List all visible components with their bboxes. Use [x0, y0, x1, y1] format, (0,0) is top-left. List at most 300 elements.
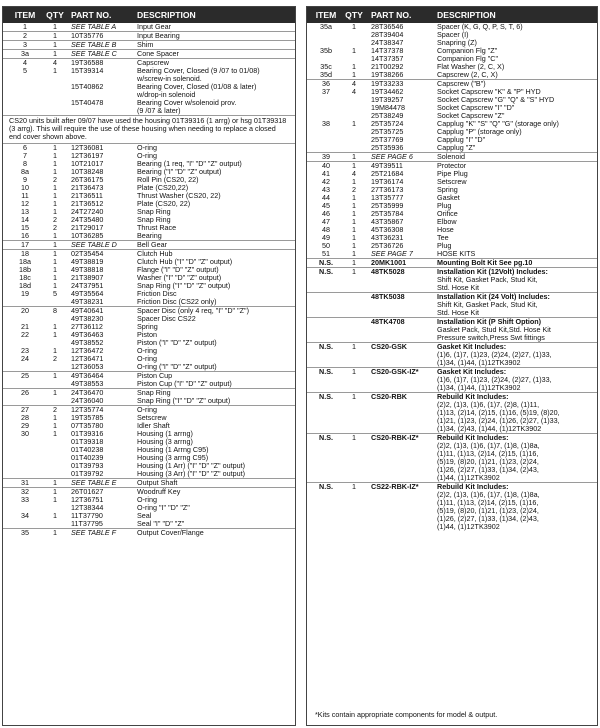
item-cell: N.S.	[319, 367, 333, 376]
footnote: *Kits contain appropriate components for model & output.	[315, 710, 498, 719]
description-cell: Socket Capscrew "K" & "P" HYD	[437, 87, 541, 96]
part-no-cell: 49T38553	[71, 379, 104, 388]
item-cell: 35a	[320, 22, 332, 31]
description-cell: Housing (1 Arr) ("I" "D" "Z" output)	[137, 461, 245, 470]
part-no-cell: 49T35564	[71, 289, 104, 298]
qty-cell: 4	[53, 58, 57, 67]
qty-cell: 1	[53, 487, 57, 496]
description-cell: Seal "I" "D" "Z"	[137, 519, 185, 528]
table-row	[307, 523, 597, 531]
header-part-no: PART NO.	[71, 10, 112, 20]
header-description: DESCRIPTION	[437, 10, 496, 20]
description-cell: Installation Kit (12Volt) Includes:	[437, 267, 548, 276]
item-cell: N.S.	[319, 258, 333, 267]
qty-cell: 1	[53, 22, 57, 31]
table-row	[307, 71, 597, 79]
part-no-cell: 20MK1001	[371, 258, 407, 267]
part-no-cell: 49T39511	[371, 161, 403, 170]
description-cell: Gasket Kit Includes:	[437, 342, 507, 351]
part-no-cell: 49T38818	[71, 265, 104, 274]
description-cell: Woodruff Key	[137, 487, 181, 496]
part-no-cell: 48TK5028	[371, 267, 405, 276]
qty-cell: 1	[352, 249, 356, 258]
description-cell: Rebuild Kit Includes:	[437, 482, 509, 491]
qty-cell: 8	[53, 306, 57, 315]
description-cell: Orifice	[437, 209, 458, 218]
part-no-cell: 13T35777	[371, 193, 404, 202]
item-cell: 30	[21, 429, 29, 438]
item-cell: 43	[322, 185, 330, 194]
description-cell: O-ring	[137, 495, 157, 504]
part-no-cell: 12T35774	[71, 405, 104, 414]
qty-cell: 1	[352, 62, 356, 71]
table-row	[3, 232, 295, 240]
part-no-cell: 48TK5038	[371, 292, 405, 301]
part-no-cell: 25T35936	[371, 143, 404, 152]
part-no-cell: 19T33233	[371, 79, 404, 88]
table-row	[3, 478, 295, 487]
description-cell: Piston	[137, 330, 157, 339]
description-cell: Plug	[437, 241, 452, 250]
item-cell: 12	[21, 199, 29, 208]
description-cell: Spacer Disc (only 4 req, "I" "D" "Z")	[137, 306, 249, 315]
item-cell: 2	[23, 31, 27, 40]
item-cell: 35d	[320, 70, 332, 79]
part-no-cell: 14T37378	[371, 46, 404, 55]
description-cell: O-ring	[137, 346, 157, 355]
item-cell: 31	[21, 478, 29, 487]
qty-cell: 1	[352, 342, 356, 351]
description-cell: Std. Hose Kit	[437, 308, 479, 317]
description-cell: Pipe Plug	[437, 169, 468, 178]
description-cell: O-ring "I" "D" "Z"	[137, 503, 190, 512]
item-cell: 27	[21, 405, 29, 414]
table-row	[3, 40, 295, 49]
item-cell: 39	[322, 152, 330, 161]
description-cell: Output Cover/Flange	[137, 528, 204, 537]
qty-cell: 1	[352, 70, 356, 79]
item-cell: 44	[322, 193, 330, 202]
part-no-cell: CS20-GSK	[371, 342, 407, 351]
header-qty: QTY	[345, 10, 363, 20]
item-cell: 38	[322, 119, 330, 128]
qty-cell: 1	[53, 40, 57, 49]
description-cell: Snap Ring	[137, 388, 171, 397]
description-cell: Snap Ring	[137, 207, 171, 216]
qty-cell: 4	[352, 169, 356, 178]
item-cell: 14	[21, 215, 29, 224]
description-cell: (1)34, (1)44, (1)12TK3902	[437, 358, 521, 367]
item-cell: 1	[23, 22, 27, 31]
part-no-cell: 49T36463	[71, 330, 104, 339]
description-cell: O-ring	[137, 143, 157, 152]
description-cell: Bearing	[137, 231, 162, 240]
item-cell: 18	[21, 249, 29, 258]
part-no-cell: 24T37951	[71, 281, 104, 290]
qty-cell: 2	[53, 354, 57, 363]
part-no-cell: 28T36546	[371, 22, 404, 31]
housing-note: CS20 units built after 09/07 have used the housing 01T39316 (1 arrg) or hsg 01T39318 (3 arrg). This will require the use of these housing when needing to replace a closed end cover shown above.	[3, 115, 295, 143]
part-no-cell: 21T36473	[71, 183, 104, 192]
qty-cell: 1	[53, 199, 57, 208]
part-no-cell: 21T36512	[71, 199, 104, 208]
description-cell: Shim	[137, 40, 154, 49]
part-no-cell: 25T37769	[371, 135, 404, 144]
item-cell: 21	[21, 322, 29, 331]
description-cell: (1)13, (2)14, (2)15, (1)16, (5)19, (8)20,	[437, 408, 560, 417]
description-cell: Bearing Cover, Closed (9 /07 to 01/08)	[137, 66, 260, 75]
item-cell: 18d	[19, 281, 31, 290]
description-cell: Plug	[437, 201, 452, 210]
description-cell: Spacer Disc CS22	[137, 314, 196, 323]
part-no-cell: CS20-RBK	[371, 392, 407, 401]
part-no-cell: 25T35999	[371, 201, 404, 210]
item-cell: 3a	[21, 49, 29, 58]
qty-cell: 1	[53, 388, 57, 397]
item-cell: 51	[322, 249, 330, 258]
item-cell: 47	[322, 217, 330, 226]
part-no-cell: 21T00292	[371, 62, 404, 71]
description-cell: Piston ("I" "D" "Z" output)	[137, 338, 217, 347]
description-cell: Socket Capscrew "I" "D"	[437, 103, 515, 112]
description-cell: Flat Washer (2, C, X)	[437, 62, 505, 71]
part-no-cell: CS20-RBK-IZ*	[371, 433, 419, 442]
description-cell: Thrust Washer (CS20, 22)	[137, 191, 221, 200]
part-no-cell: 01T40238	[71, 445, 104, 454]
item-cell: 4	[23, 58, 27, 67]
part-no-cell: 10T21017	[71, 159, 104, 168]
qty-cell: 1	[53, 478, 57, 487]
description-cell: Idler Shaft	[137, 421, 170, 430]
qty-cell: 1	[352, 22, 356, 31]
part-no-cell: 24T35480	[71, 215, 104, 224]
part-no-cell: 19T38266	[371, 70, 404, 79]
table-row	[307, 226, 597, 234]
description-cell: Snap Ring ("I" "D" "Z" output)	[137, 281, 231, 290]
qty-cell: 1	[352, 267, 356, 276]
qty-cell: 1	[53, 257, 57, 266]
part-no-cell: 25T35724	[371, 119, 404, 128]
description-cell: Washer ("I" "D" "Z" output)	[137, 273, 222, 282]
table-row	[307, 250, 597, 258]
part-no-cell: 01T40239	[71, 453, 104, 462]
qty-cell: 1	[352, 161, 356, 170]
qty-cell: 1	[53, 273, 57, 282]
description-cell: Clutch Hub ("I" "D" "Z" output)	[137, 257, 233, 266]
qty-cell: 1	[352, 217, 356, 226]
item-cell: 3	[23, 40, 27, 49]
qty-cell: 1	[352, 433, 356, 442]
part-no-cell: CS20-GSK-IZ*	[371, 367, 419, 376]
description-cell: Spring	[437, 185, 458, 194]
description-cell: (2)2, (1)3, (1)6, (1)7, (2)8, (1)11,	[437, 400, 540, 409]
description-cell: Tee	[437, 233, 449, 242]
part-no-cell: SEE TABLE C	[71, 49, 117, 58]
description-cell: Capplug "I" "D"	[437, 135, 486, 144]
part-no-cell: 25T35725	[371, 127, 404, 136]
table-row	[307, 425, 597, 433]
description-cell: Snap Ring ("I" "D" "Z" output)	[137, 396, 231, 405]
item-cell: 42	[322, 177, 330, 186]
parts-table-right	[306, 6, 598, 726]
qty-cell: 1	[352, 201, 356, 210]
description-cell: Mounting Bolt Kit See pg.10	[437, 258, 533, 267]
description-cell: Roll Pin (CS20, 22)	[137, 175, 199, 184]
qty-cell: 1	[53, 231, 57, 240]
header-part-no: PART NO.	[371, 10, 412, 20]
header-description: DESCRIPTION	[137, 10, 196, 20]
qty-cell: 1	[53, 330, 57, 339]
item-cell: 18a	[19, 257, 31, 266]
table-row	[307, 384, 597, 392]
part-no-cell: 25T36726	[371, 241, 404, 250]
table-row	[3, 49, 295, 58]
item-cell: 28	[21, 413, 29, 422]
table-row	[3, 363, 295, 371]
description-cell: Bearing ("I" "D" "Z" output)	[137, 167, 222, 176]
description-cell: Plate (CS20,22)	[137, 183, 189, 192]
description-cell: Pressure switch,Press Swt fittings	[437, 333, 545, 342]
item-cell: 41	[322, 169, 330, 178]
table-row	[307, 258, 597, 267]
description-cell: Elbow	[437, 217, 457, 226]
description-cell: w/screw-in solenoid.	[137, 74, 202, 83]
description-cell: (1)26, (2)27, (1)33, (1)34, (2)43,	[437, 465, 539, 474]
qty-cell: 1	[53, 191, 57, 200]
part-no-cell: 15T40478	[71, 98, 104, 107]
part-no-cell: 25T21684	[371, 169, 404, 178]
part-no-cell: 49T38819	[71, 257, 104, 266]
table-row	[307, 474, 597, 482]
table-row	[3, 31, 295, 40]
description-cell: Capplug "K" "S" "Q" "G" (storage only)	[437, 119, 559, 128]
qty-cell: 1	[352, 119, 356, 128]
qty-cell: 1	[352, 193, 356, 202]
table-header	[307, 7, 597, 23]
part-no-cell: 27T36112	[71, 322, 103, 331]
qty-cell: 4	[352, 79, 356, 88]
description-cell: Clutch Hub	[137, 249, 173, 258]
qty-cell: 1	[53, 143, 57, 152]
table-row	[307, 194, 597, 202]
item-cell: 5	[23, 66, 27, 75]
description-cell: O-ring	[137, 151, 157, 160]
table-row	[307, 144, 597, 152]
item-cell: 6	[23, 143, 27, 152]
item-cell: 36	[322, 79, 330, 88]
description-cell: Installation Kit (24 Volt) Includes:	[437, 292, 550, 301]
table-row	[307, 334, 597, 342]
description-cell: Bearing (1 req, "I" "D" "Z" output)	[137, 159, 242, 168]
left-rows	[3, 23, 295, 537]
part-no-cell: 49T38552	[71, 338, 104, 347]
qty-cell: 1	[53, 429, 57, 438]
description-cell: Housing (3 arrng C95)	[137, 453, 209, 462]
item-cell: 19	[21, 289, 29, 298]
qty-cell: 1	[352, 225, 356, 234]
description-cell: Hose	[437, 225, 454, 234]
description-cell: Housing (1 Arrng C95)	[137, 445, 209, 454]
part-no-cell: 10T38248	[71, 167, 104, 176]
qty-cell: 1	[352, 233, 356, 242]
description-cell: (2)2, (1)3, (1)6, (1)7, (1)8, (1)8a,	[437, 490, 540, 499]
description-cell: Snapring (Z)	[437, 38, 477, 47]
qty-cell: 1	[53, 322, 57, 331]
description-cell: O-ring	[137, 354, 157, 363]
description-cell: Protector	[437, 161, 467, 170]
part-no-cell: 02T35454	[71, 249, 104, 258]
item-cell: N.S.	[319, 392, 333, 401]
description-cell: Socket Capscrew "Z"	[437, 111, 505, 120]
description-cell: Piston Cup ("I" "D" "Z" output)	[137, 379, 232, 388]
description-cell: Companion Flg "C"	[437, 54, 499, 63]
description-cell: Bearing Cover w/solenoid prov.	[137, 98, 237, 107]
item-cell: 49	[322, 233, 330, 242]
description-cell: (9 /07 & later)	[137, 106, 181, 115]
qty-cell: 1	[53, 528, 57, 537]
description-cell: Piston Cup	[137, 371, 173, 380]
parts-table-left	[2, 6, 296, 726]
description-cell: Shift Kit, Gasket Pack, Stud Kit,	[437, 300, 538, 309]
description-cell: Rebuild Kit Includes:	[437, 433, 509, 442]
part-no-cell: CS22-RBK-IZ*	[371, 482, 419, 491]
qty-cell: 1	[53, 413, 57, 422]
qty-cell: 2	[352, 185, 356, 194]
description-cell: (1)11, (1)13, (2)14, (2)15, (1)16,	[437, 498, 539, 507]
qty-cell: 5	[53, 289, 57, 298]
description-cell: Input Gear	[137, 22, 171, 31]
part-no-cell: 19T36174	[371, 177, 404, 186]
item-cell: 18c	[19, 273, 31, 282]
item-cell: 35c	[320, 62, 332, 71]
table-row	[3, 298, 295, 306]
description-cell: Bell Gear	[137, 240, 167, 249]
part-no-cell: SEE TABLE D	[71, 240, 117, 249]
description-cell: Spring	[137, 322, 158, 331]
item-cell: 32	[21, 487, 29, 496]
part-no-cell: 25T35784	[371, 209, 404, 218]
item-cell: 40	[322, 161, 330, 170]
description-cell: Seal	[137, 511, 152, 520]
description-cell: Friction Disc (CS22 only)	[137, 297, 217, 306]
table-row	[3, 380, 295, 388]
description-cell: Flange ("I" "D" "Z" output)	[137, 265, 219, 274]
description-cell: (1)11, (1)13, (2)14, (2)15, (1)16,	[437, 449, 539, 458]
item-cell: 16	[21, 231, 29, 240]
table-row	[3, 107, 295, 115]
part-no-cell: 21T36511	[71, 191, 103, 200]
part-no-cell: 26T01627	[71, 487, 104, 496]
item-cell: 45	[322, 201, 330, 210]
item-cell: 34	[21, 511, 29, 520]
part-no-cell: 49T40641	[71, 306, 104, 315]
item-cell: 11	[21, 191, 29, 200]
table-row	[307, 234, 597, 242]
part-no-cell: 24T36040	[71, 396, 104, 405]
part-no-cell: SEE TABLE A	[71, 22, 117, 31]
item-cell: 23	[21, 346, 29, 355]
description-cell: HOSE KITS	[437, 249, 476, 258]
part-no-cell: 01T39316	[71, 429, 104, 438]
qty-cell: 1	[53, 183, 57, 192]
part-no-cell: 12T36081	[71, 143, 104, 152]
part-no-cell: 19T34462	[371, 87, 404, 96]
description-cell: Housing (3 arrng)	[137, 437, 193, 446]
part-no-cell: 01T39792	[71, 469, 104, 478]
description-cell: (1)44, (1)12TK3902	[437, 522, 500, 531]
description-cell: Socket Capscrew "G" "Q" & "S" HYD	[437, 95, 555, 104]
item-cell: 18b	[19, 265, 31, 274]
part-no-cell: 24T38347	[371, 38, 404, 47]
description-cell: (5)19, (8)20, (1)21, (1)23, (2)24,	[437, 457, 539, 466]
qty-cell: 2	[53, 223, 57, 232]
qty-cell: 1	[352, 46, 356, 55]
part-no-cell: 12T36751	[71, 495, 104, 504]
item-cell: N.S.	[319, 267, 333, 276]
qty-cell: 1	[53, 159, 57, 168]
table-row	[307, 284, 597, 292]
item-cell: 17	[21, 240, 29, 249]
description-cell: O-ring	[137, 405, 157, 414]
item-cell: 8	[23, 159, 27, 168]
part-no-cell: SEE TABLE F	[71, 528, 117, 537]
part-no-cell: 01T39318	[71, 437, 104, 446]
item-cell: 37	[322, 87, 330, 96]
description-cell: Installation Kit (P Shift Option)	[437, 317, 542, 326]
header-item: ITEM	[315, 10, 337, 20]
part-no-cell: 26T36175	[71, 175, 104, 184]
qty-cell: 2	[53, 405, 57, 414]
table-row	[3, 397, 295, 405]
item-cell: N.S.	[319, 433, 333, 442]
item-cell: 35b	[320, 46, 332, 55]
item-cell: 15	[21, 223, 29, 232]
qty-cell: 1	[53, 207, 57, 216]
part-no-cell: 21T29017	[71, 223, 104, 232]
part-no-cell: 24T36470	[71, 388, 104, 397]
qty-cell: 1	[352, 392, 356, 401]
part-no-cell: 19T35785	[71, 413, 104, 422]
item-cell: 13	[21, 207, 29, 216]
item-cell: 26	[21, 388, 29, 397]
part-no-cell: 49T36464	[71, 371, 104, 380]
qty-cell: 1	[53, 421, 57, 430]
part-no-cell: 07T35780	[71, 421, 104, 430]
description-cell: (1)6, (1)7, (1)23, (2)24, (2)27, (1)33,	[437, 375, 552, 384]
part-no-cell: SEE PAGE 6	[371, 152, 413, 161]
description-cell: Solenoid	[437, 152, 465, 161]
qty-cell: 1	[352, 177, 356, 186]
part-no-cell: 19M84478	[371, 103, 405, 112]
right-rows	[307, 23, 597, 531]
qty-cell: 1	[352, 152, 356, 161]
table-row	[307, 152, 597, 161]
description-cell: (2)2, (1)3, (1)6, (1)7, (1)8, (1)8a,	[437, 441, 540, 450]
part-no-cell: 45T36308	[371, 225, 404, 234]
part-no-cell: 12T36472	[71, 346, 104, 355]
qty-cell: 2	[53, 215, 57, 224]
description-cell: Capscrew ("B")	[437, 79, 486, 88]
part-no-cell: 43T35867	[371, 217, 404, 226]
qty-cell: 1	[53, 167, 57, 176]
description-cell: (5)19, (8)20, (1)21, (1)23, (2)24,	[437, 506, 539, 515]
part-no-cell: 15T39314	[71, 66, 104, 75]
header-item: ITEM	[14, 10, 36, 20]
part-no-cell: 12T36053	[71, 362, 104, 371]
description-cell: Spacer (K, G, Q, P, S, T, 6)	[437, 22, 523, 31]
part-no-cell: 48TK4708	[371, 317, 405, 326]
part-no-cell: 10T35776	[71, 31, 104, 40]
